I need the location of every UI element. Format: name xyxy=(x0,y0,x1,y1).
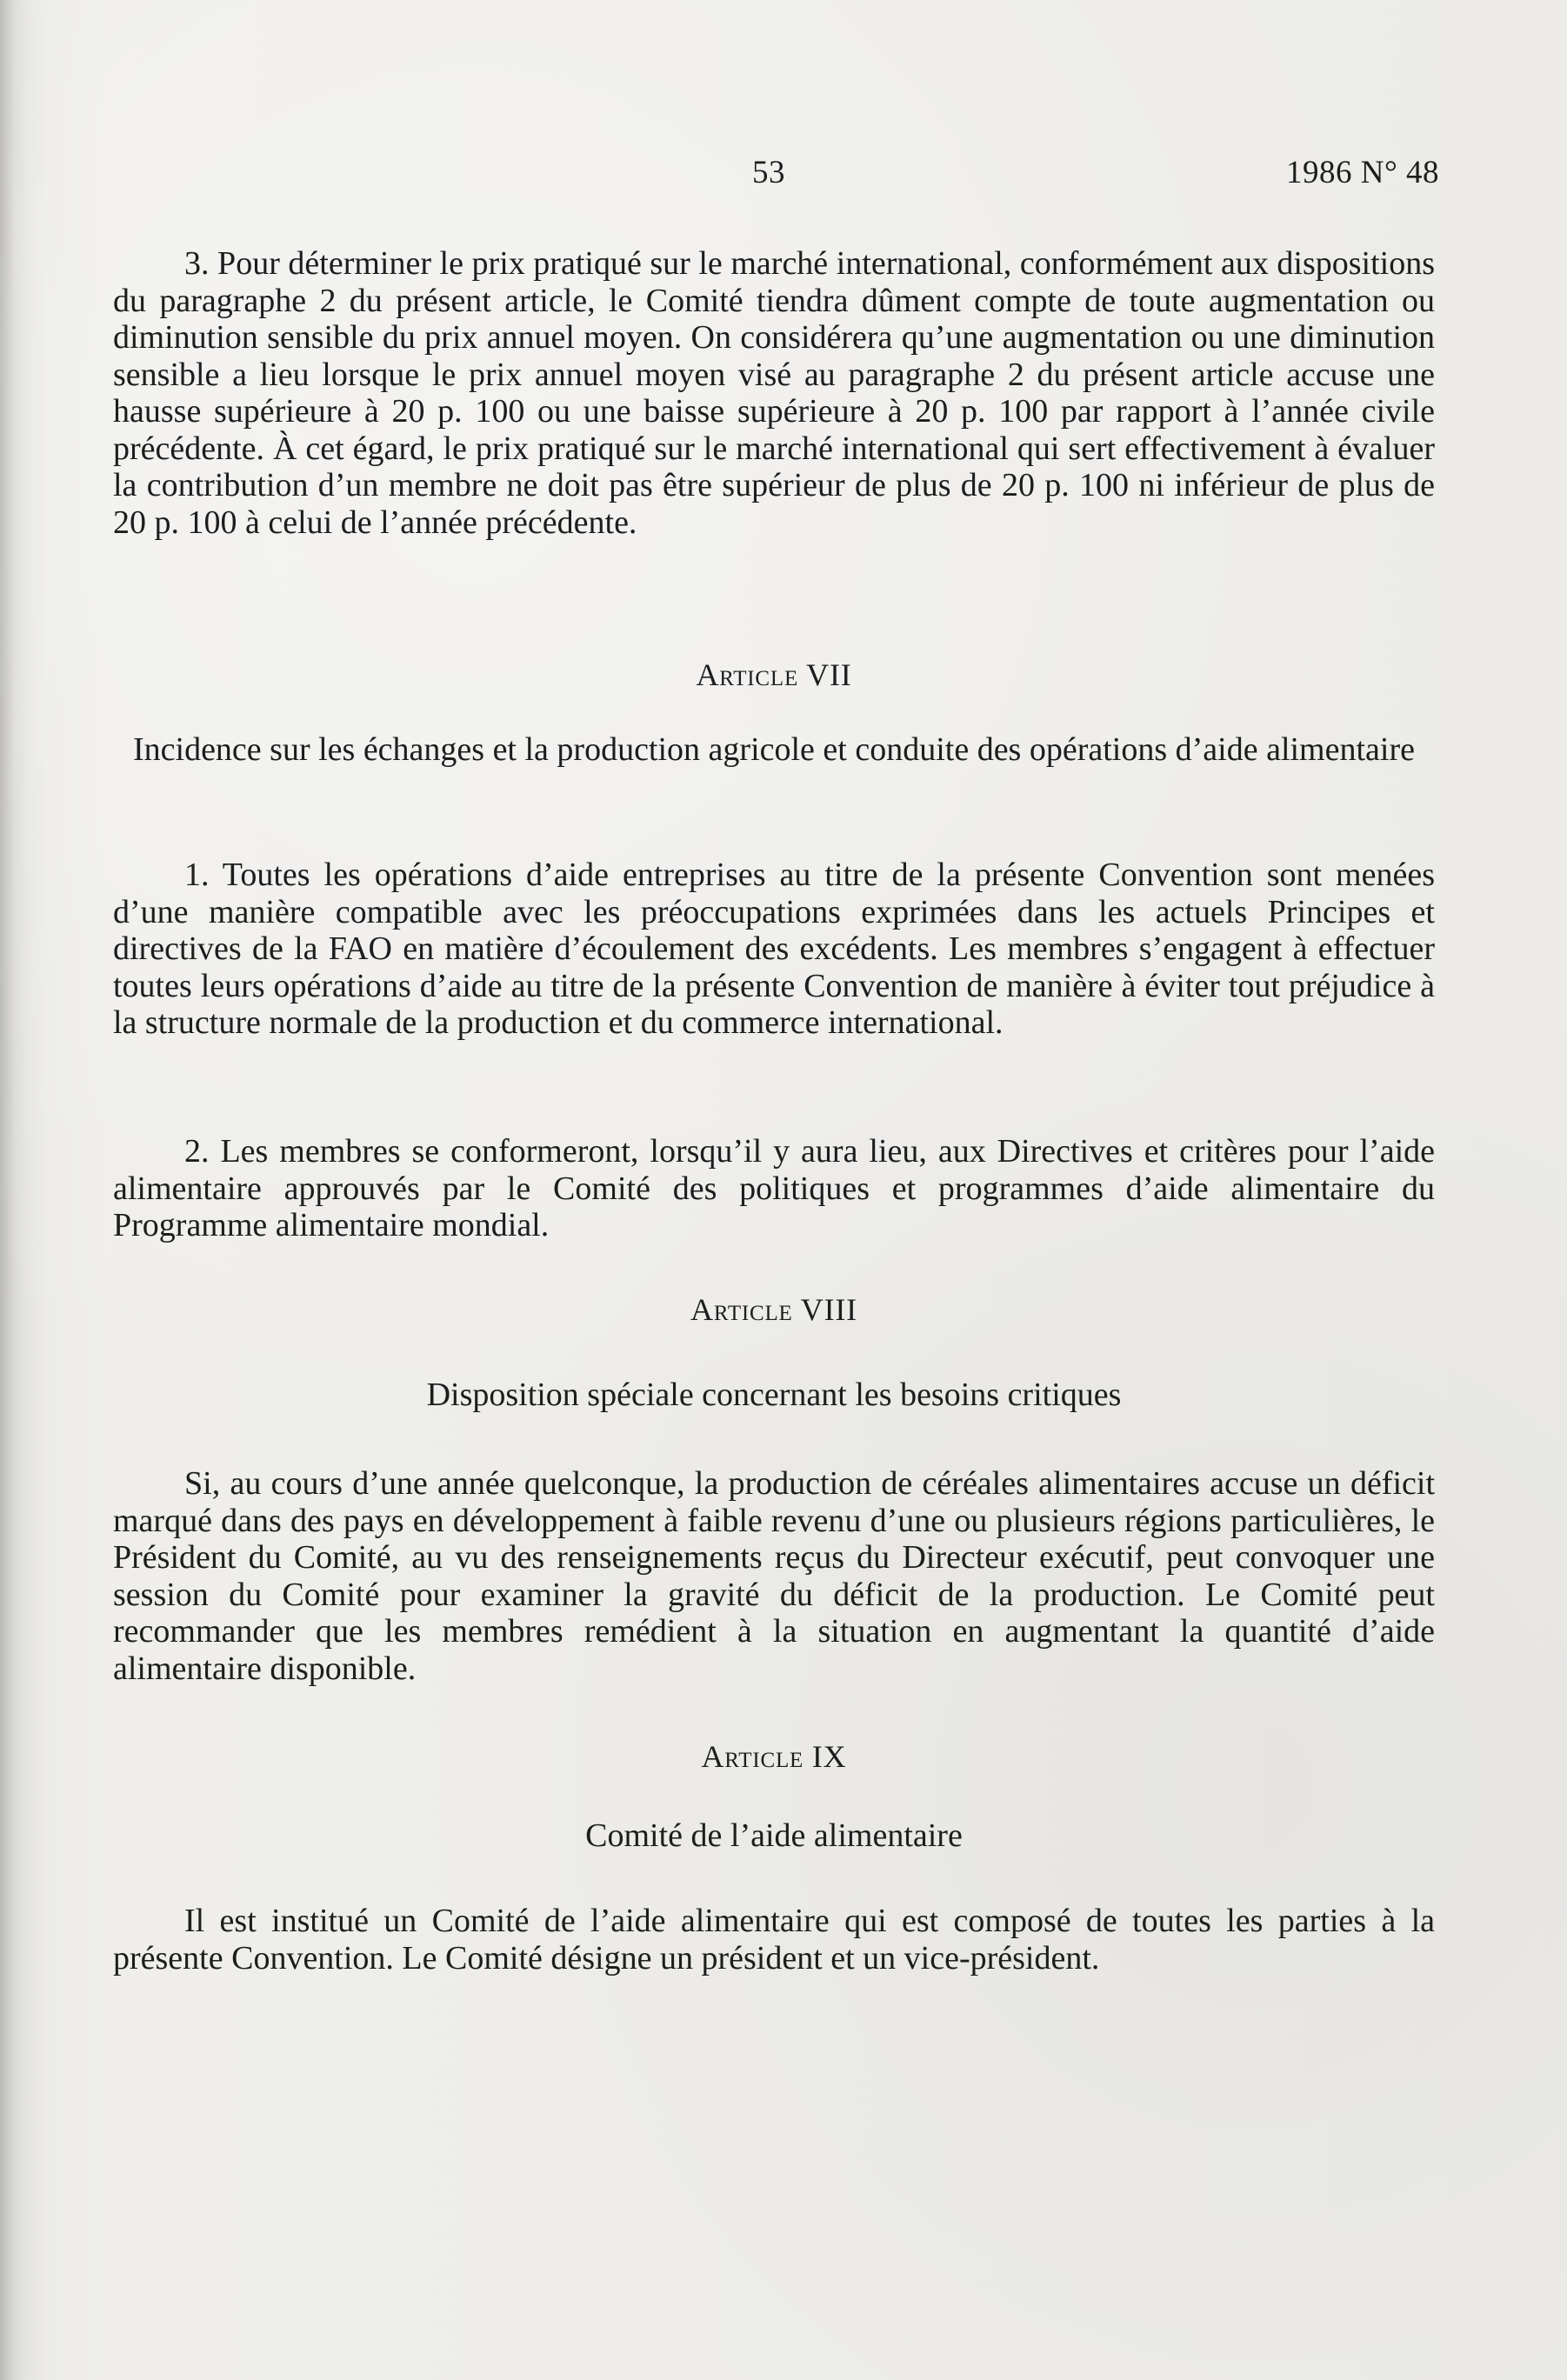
article-ix-subtitle: Comité de l’aide alimentaire xyxy=(585,1817,963,1854)
article-vii-paragraph-1: 1. Toutes les opérations d’aide entreprises au titre de la présente Convention sont menées d’une manière compatible avec les préoccupations exprimées dans les actuels Principes et directives de la FAO en matière d’écoulement des excédents. Les membres s’engagent à effectuer toutes leurs opérations d’aide au titre de la présente Convention de manière à éviter tout préjudice à la structure normale de la production et du commerce international. xyxy=(113,857,1435,1041)
page-header xyxy=(113,143,1439,204)
article-viii-paragraph-1: Si, au cours d’une année quelconque, la production de céréales alimentaires accuse un déficit marqué dans des pays en développement à faible revenu d’une ou plusieurs régions particulières, le Président du Comité, au vu des renseignements reçus du Directeur exécutif, peut convoquer une session du Comité pour examiner la gravité du déficit de la production. Le Comité peut recommander que les membres remédient à la situation en augmentant la quantité d’aide alimentaire disponible. xyxy=(113,1465,1435,1687)
article-ix-paragraph-1: Il est institué un Comité de l’aide alimentaire qui est composé de toutes les parties à la présente Convention. Le Comité désigne un président et un vice-président. xyxy=(113,1903,1435,1977)
article-viii-subtitle: Disposition spéciale concernant les besoins critiques xyxy=(426,1377,1122,1413)
article-viii-heading: Article VIII xyxy=(690,1292,857,1327)
article-vii-paragraph-2: 2. Les membres se conformeront, lorsqu’il y aura lieu, aux Directives et critères pour l’aide alimentaire approuvés par le Comité des politiques et programmes d’aide alimentaire du Programme alimentaire mondial. xyxy=(113,1133,1435,1243)
journal-reference: 1986 N° 48 xyxy=(1285,155,1439,190)
article-vii-heading: Article VII xyxy=(696,657,852,692)
page-number: 53 xyxy=(752,155,785,190)
document-content xyxy=(113,143,1439,2091)
article-ix-heading: Article IX xyxy=(701,1739,847,1774)
page-binding-shadow xyxy=(0,0,30,2380)
article-vii-subtitle: Incidence sur les échanges et la production agricole et conduite des opérations d’aide alimentaire xyxy=(132,731,1415,768)
paragraph-3: 3. Pour déterminer le prix pratiqué sur le marché international, conformément aux dispositions du paragraphe 2 du présent article, le Comité tiendra dûment compte de toute augmentation ou diminution sensible du prix annuel moyen. On considérera qu’une augmentation ou une diminution sensible a lieu lorsque le prix annuel moyen visé au paragraphe 2 du présent article accuse une hausse supérieure à 20 p. 100 ou une baisse supérieure à 20 p. 100 par rapport à l’année civile précédente. À cet égard, le prix pratiqué sur le marché international qui sert effectivement à évaluer la contribution d’un membre ne doit pas être supérieur de plus de 20 p. 100 ni inférieur de plus de 20 p. 100 à celui de l’année précédente. xyxy=(113,245,1435,541)
